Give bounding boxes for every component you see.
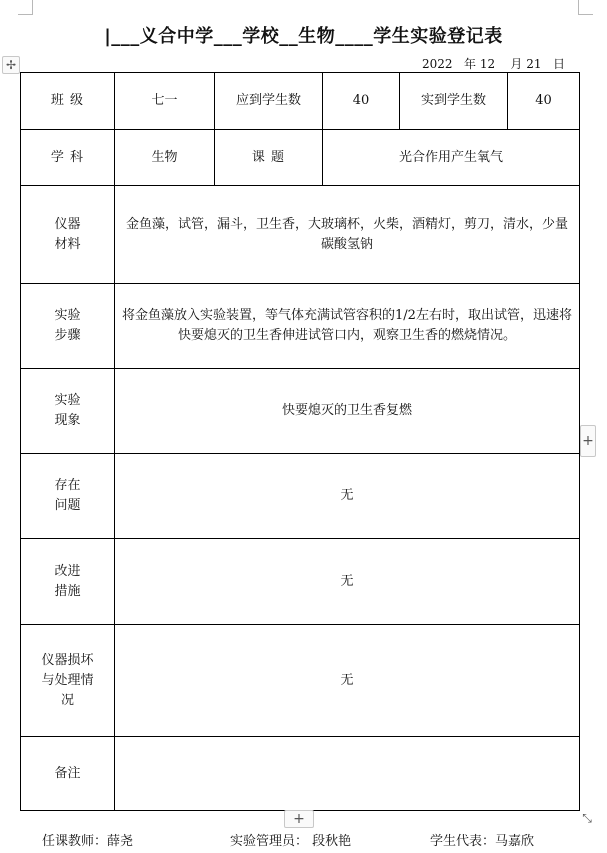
class-value[interactable]: 七一: [115, 73, 215, 130]
class-label: 班 级: [21, 73, 115, 130]
expected-students-value[interactable]: 40: [323, 73, 400, 130]
footer-teacher: 任课教师：薛尧: [42, 834, 134, 849]
remarks-value[interactable]: [115, 737, 580, 811]
table-resize-icon[interactable]: ⤡: [582, 811, 592, 825]
table-move-handle-icon[interactable]: ✢: [2, 56, 20, 74]
remarks-label: 备注: [21, 737, 115, 811]
table-row: [21, 539, 580, 625]
steps-value[interactable]: 将金鱼藻放入实验装置，等气体充满试管容积的1/2左右时，取出试管，迅速将快要熄灭的卫生香伸进试管口内，观察卫生香的燃烧情况。: [115, 284, 580, 369]
page-corner-mark: [578, 0, 593, 15]
form-date: [422, 55, 565, 72]
damage-value[interactable]: 无: [115, 625, 580, 737]
table-row: [21, 737, 580, 811]
table-row: [21, 130, 580, 186]
problems-label-text: 存在问题: [54, 478, 81, 513]
expected-students-label: 应到学生数: [215, 73, 323, 130]
date-year: 2022: [422, 57, 453, 71]
date-month-unit: 月: [510, 57, 523, 71]
date-day: 21: [526, 57, 542, 71]
date-year-unit: 年: [464, 57, 477, 71]
date-month: 12: [479, 57, 496, 71]
actual-students-value[interactable]: 40: [508, 73, 580, 130]
phenomenon-label-text: 实验现象: [54, 393, 81, 428]
improvements-label-text: 改进措施: [54, 563, 81, 599]
date-day-unit: 日: [552, 57, 565, 71]
experiment-registration-table: [20, 72, 580, 811]
table-row: [21, 454, 580, 539]
topic-label: 课 题: [215, 130, 323, 186]
improvements-label: [21, 539, 115, 625]
table-row: [21, 625, 580, 737]
footer-student-representative: 学生代表：马嘉欣: [430, 834, 535, 849]
steps-label: [21, 284, 115, 369]
add-column-icon[interactable]: +: [580, 425, 596, 457]
materials-value[interactable]: 金鱼藻，试管，漏斗，卫生香，大玻璃杯，火柴，酒精灯，剪刀，清水，少量碳酸氢钠: [115, 186, 580, 284]
damage-label: [21, 625, 115, 737]
footer-lab-manager: 实验管理员： 段秋艳: [230, 834, 352, 849]
actual-students-label: 实到学生数: [400, 73, 508, 130]
topic-value[interactable]: 光合作用产生氧气: [323, 130, 580, 186]
materials-label: [21, 186, 115, 284]
add-row-icon[interactable]: +: [284, 810, 314, 828]
phenomenon-value[interactable]: 快要熄灭的卫生香复燃: [115, 369, 580, 454]
problems-label: [21, 454, 115, 539]
improvements-value[interactable]: 无: [115, 539, 580, 625]
table-row: [21, 73, 580, 130]
table-row: [21, 284, 580, 369]
table-row: [21, 186, 580, 284]
page-corner-mark: [18, 0, 33, 15]
phenomenon-label: [21, 369, 115, 454]
materials-label-text: 仪器材料: [54, 216, 81, 252]
document-title: |___义合中学___学校__生物____学生实验登记表: [104, 26, 503, 47]
damage-label-text: 仪器损坏与处理情况: [41, 652, 94, 708]
table-row: [21, 369, 580, 454]
subject-label: 学 科: [21, 130, 115, 186]
subject-value[interactable]: 生物: [115, 130, 215, 186]
steps-label-text: 实验步骤: [54, 308, 81, 343]
problems-value[interactable]: 无: [115, 454, 580, 539]
